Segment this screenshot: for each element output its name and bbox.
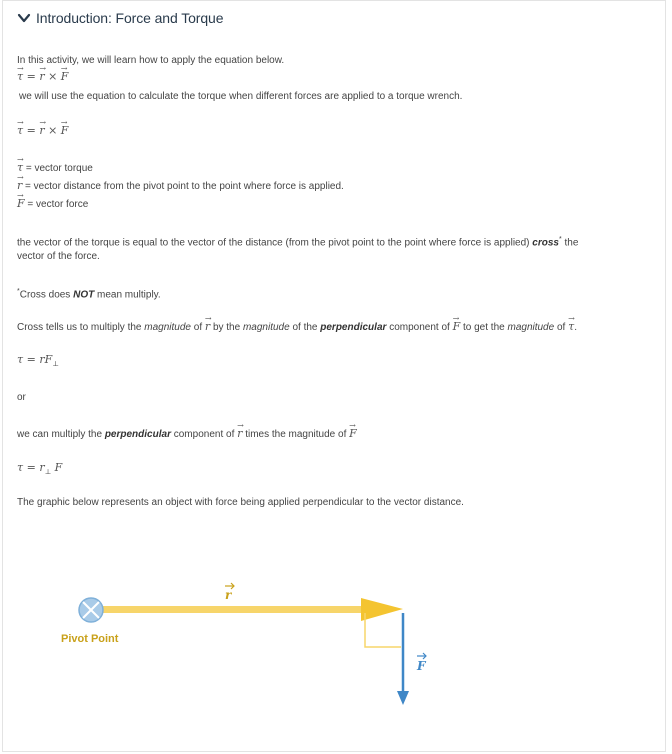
cross-tells-line: Cross tells us to multiply the magnitude of → r by the magnitude of the perpendicular component of → F to get the magnitude of → τ. [17, 319, 577, 335]
F-vector-label: F [417, 659, 426, 673]
torque-diagram [3, 1, 667, 753]
activity-card [2, 0, 666, 752]
intro-line-1: In this activity, we will learn how to apply the equation below. [17, 55, 285, 66]
def-F: → F = vector force [17, 196, 88, 212]
force-vector-arrowhead [397, 691, 409, 705]
intro-line-3: we will use the equation to calculate the torque when different forces are applied to a torque wrench. [19, 91, 463, 102]
def-r: → r = vector distance from the pivot point to the point where force is applied. [17, 178, 344, 194]
multiply-line: we can multiply the perpendicular component of → r times the magnitude of → F [17, 426, 357, 442]
r-vector-label: r [225, 588, 232, 602]
equation-3: $\tau = rF_\perp$ [17, 353, 59, 369]
graphic-caption: The graphic below represents an object with force being applied perpendicular to the vector distance. [17, 497, 464, 508]
explain-line-1: the vector of the torque is equal to the vector of the distance (from the pivot point to the point where force is applied) cross* the [17, 236, 579, 249]
explain-line-2: vector of the force. [17, 251, 100, 262]
cross-note: *Cross does NOT mean multiply. [17, 288, 161, 301]
equation-4: $\tau = r_\perp$ F [17, 461, 63, 477]
equation-2: → τ = → r × → F [17, 123, 68, 138]
or-text: or [17, 392, 26, 403]
distance-vector-bar [97, 606, 373, 613]
pivot-point-label: Pivot Point [61, 633, 119, 645]
section-title: Introduction: Force and Torque [36, 10, 224, 26]
def-tau: → τ = vector torque [17, 160, 93, 176]
equation-1: → τ = → r × → F [17, 69, 68, 84]
distance-vector-arrowhead [361, 598, 403, 621]
